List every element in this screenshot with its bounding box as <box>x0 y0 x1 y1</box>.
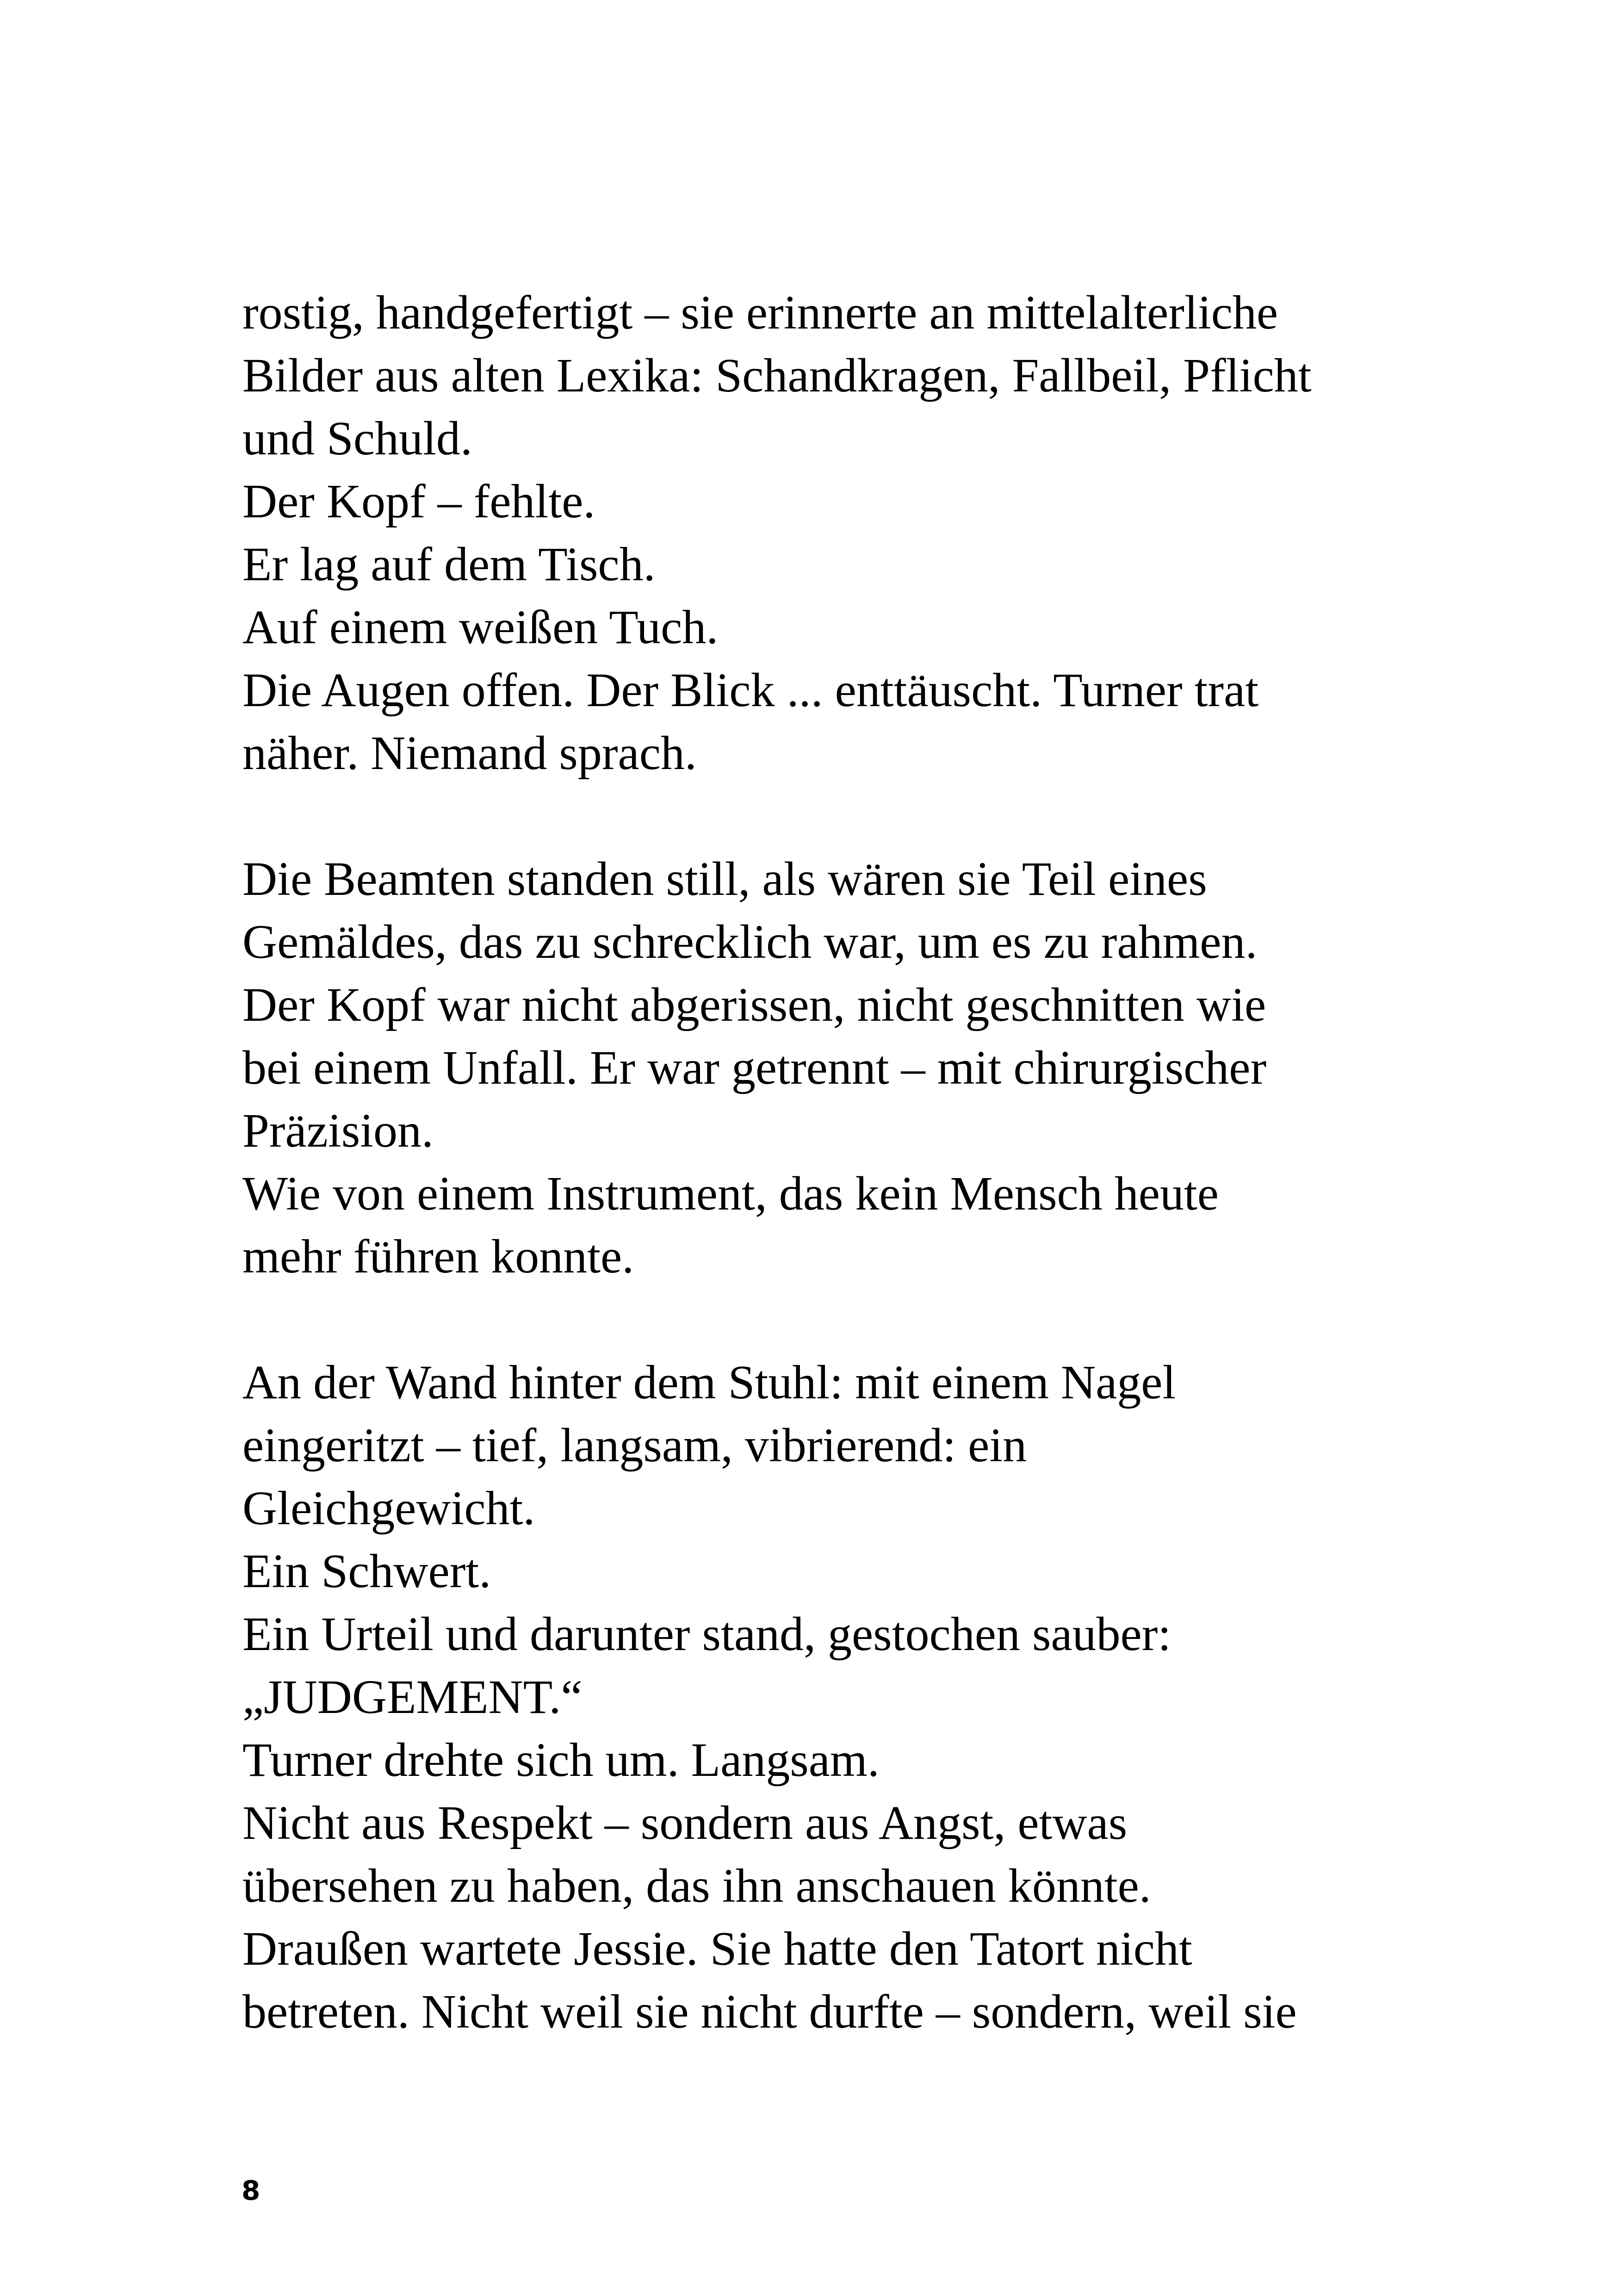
text-line: mehr führen konnte. <box>242 1230 634 1283</box>
page-number: 8 <box>242 2175 260 2206</box>
text-line: Auf einem weißen Tuch. <box>242 601 719 654</box>
text-line: Bilder aus alten Lexika: Schandkragen, Fallbeil, Pflicht <box>242 349 1312 402</box>
text-line: Der Kopf – fehlte. <box>242 475 595 528</box>
text-line: bei einem Unfall. Er war getrennt – mit chirurgischer <box>242 1041 1267 1094</box>
text-line: An der Wand hinter dem Stuhl: mit einem Nagel <box>242 1356 1176 1409</box>
text-line: rostig, handgefertigt – sie erinnerte an mittelalterliche <box>242 286 1278 339</box>
blank-line <box>242 1288 1492 1351</box>
text-line: Wie von einem Instrument, das kein Mensch heute <box>242 1167 1219 1220</box>
text-line: Präzision. <box>242 1104 434 1157</box>
text-line: betreten. Nicht weil sie nicht durfte – sondern, weil sie <box>242 1985 1297 2038</box>
text-line: Ein Urteil und darunter stand, gestochen sauber: <box>242 1607 1172 1661</box>
text-line: „JUDGEMENT.“ <box>242 1670 583 1724</box>
text-line: Der Kopf war nicht abgerissen, nicht geschnitten wie <box>242 978 1266 1031</box>
text-line: Er lag auf dem Tisch. <box>242 538 656 591</box>
text-line: Gemäldes, das zu schrecklich war, um es zu rahmen. <box>242 915 1258 968</box>
text-line: Die Augen offen. Der Blick ... enttäuscht. Turner trat <box>242 664 1259 717</box>
text-line: Turner drehte sich um. Langsam. <box>242 1733 880 1787</box>
text-line: Gleichgewicht. <box>242 1482 535 1535</box>
text-line: Ein Schwert. <box>242 1545 491 1598</box>
text-line: Nicht aus Respekt – sondern aus Angst, etwas <box>242 1796 1128 1849</box>
text-line: näher. Niemand sprach. <box>242 726 697 780</box>
text-line: Die Beamten standen still, als wären sie Teil eines <box>242 852 1207 906</box>
text-line: Draußen wartete Jessie. Sie hatte den Tatort nicht <box>242 1922 1192 1975</box>
body-text <box>242 281 1492 2043</box>
text-line: und Schuld. <box>242 412 472 465</box>
text-line: übersehen zu haben, das ihn anschauen könnte. <box>242 1859 1151 1912</box>
text-line: eingeritzt – tief, langsam, vibrierend: ein <box>242 1419 1027 1472</box>
blank-line <box>242 785 1492 848</box>
